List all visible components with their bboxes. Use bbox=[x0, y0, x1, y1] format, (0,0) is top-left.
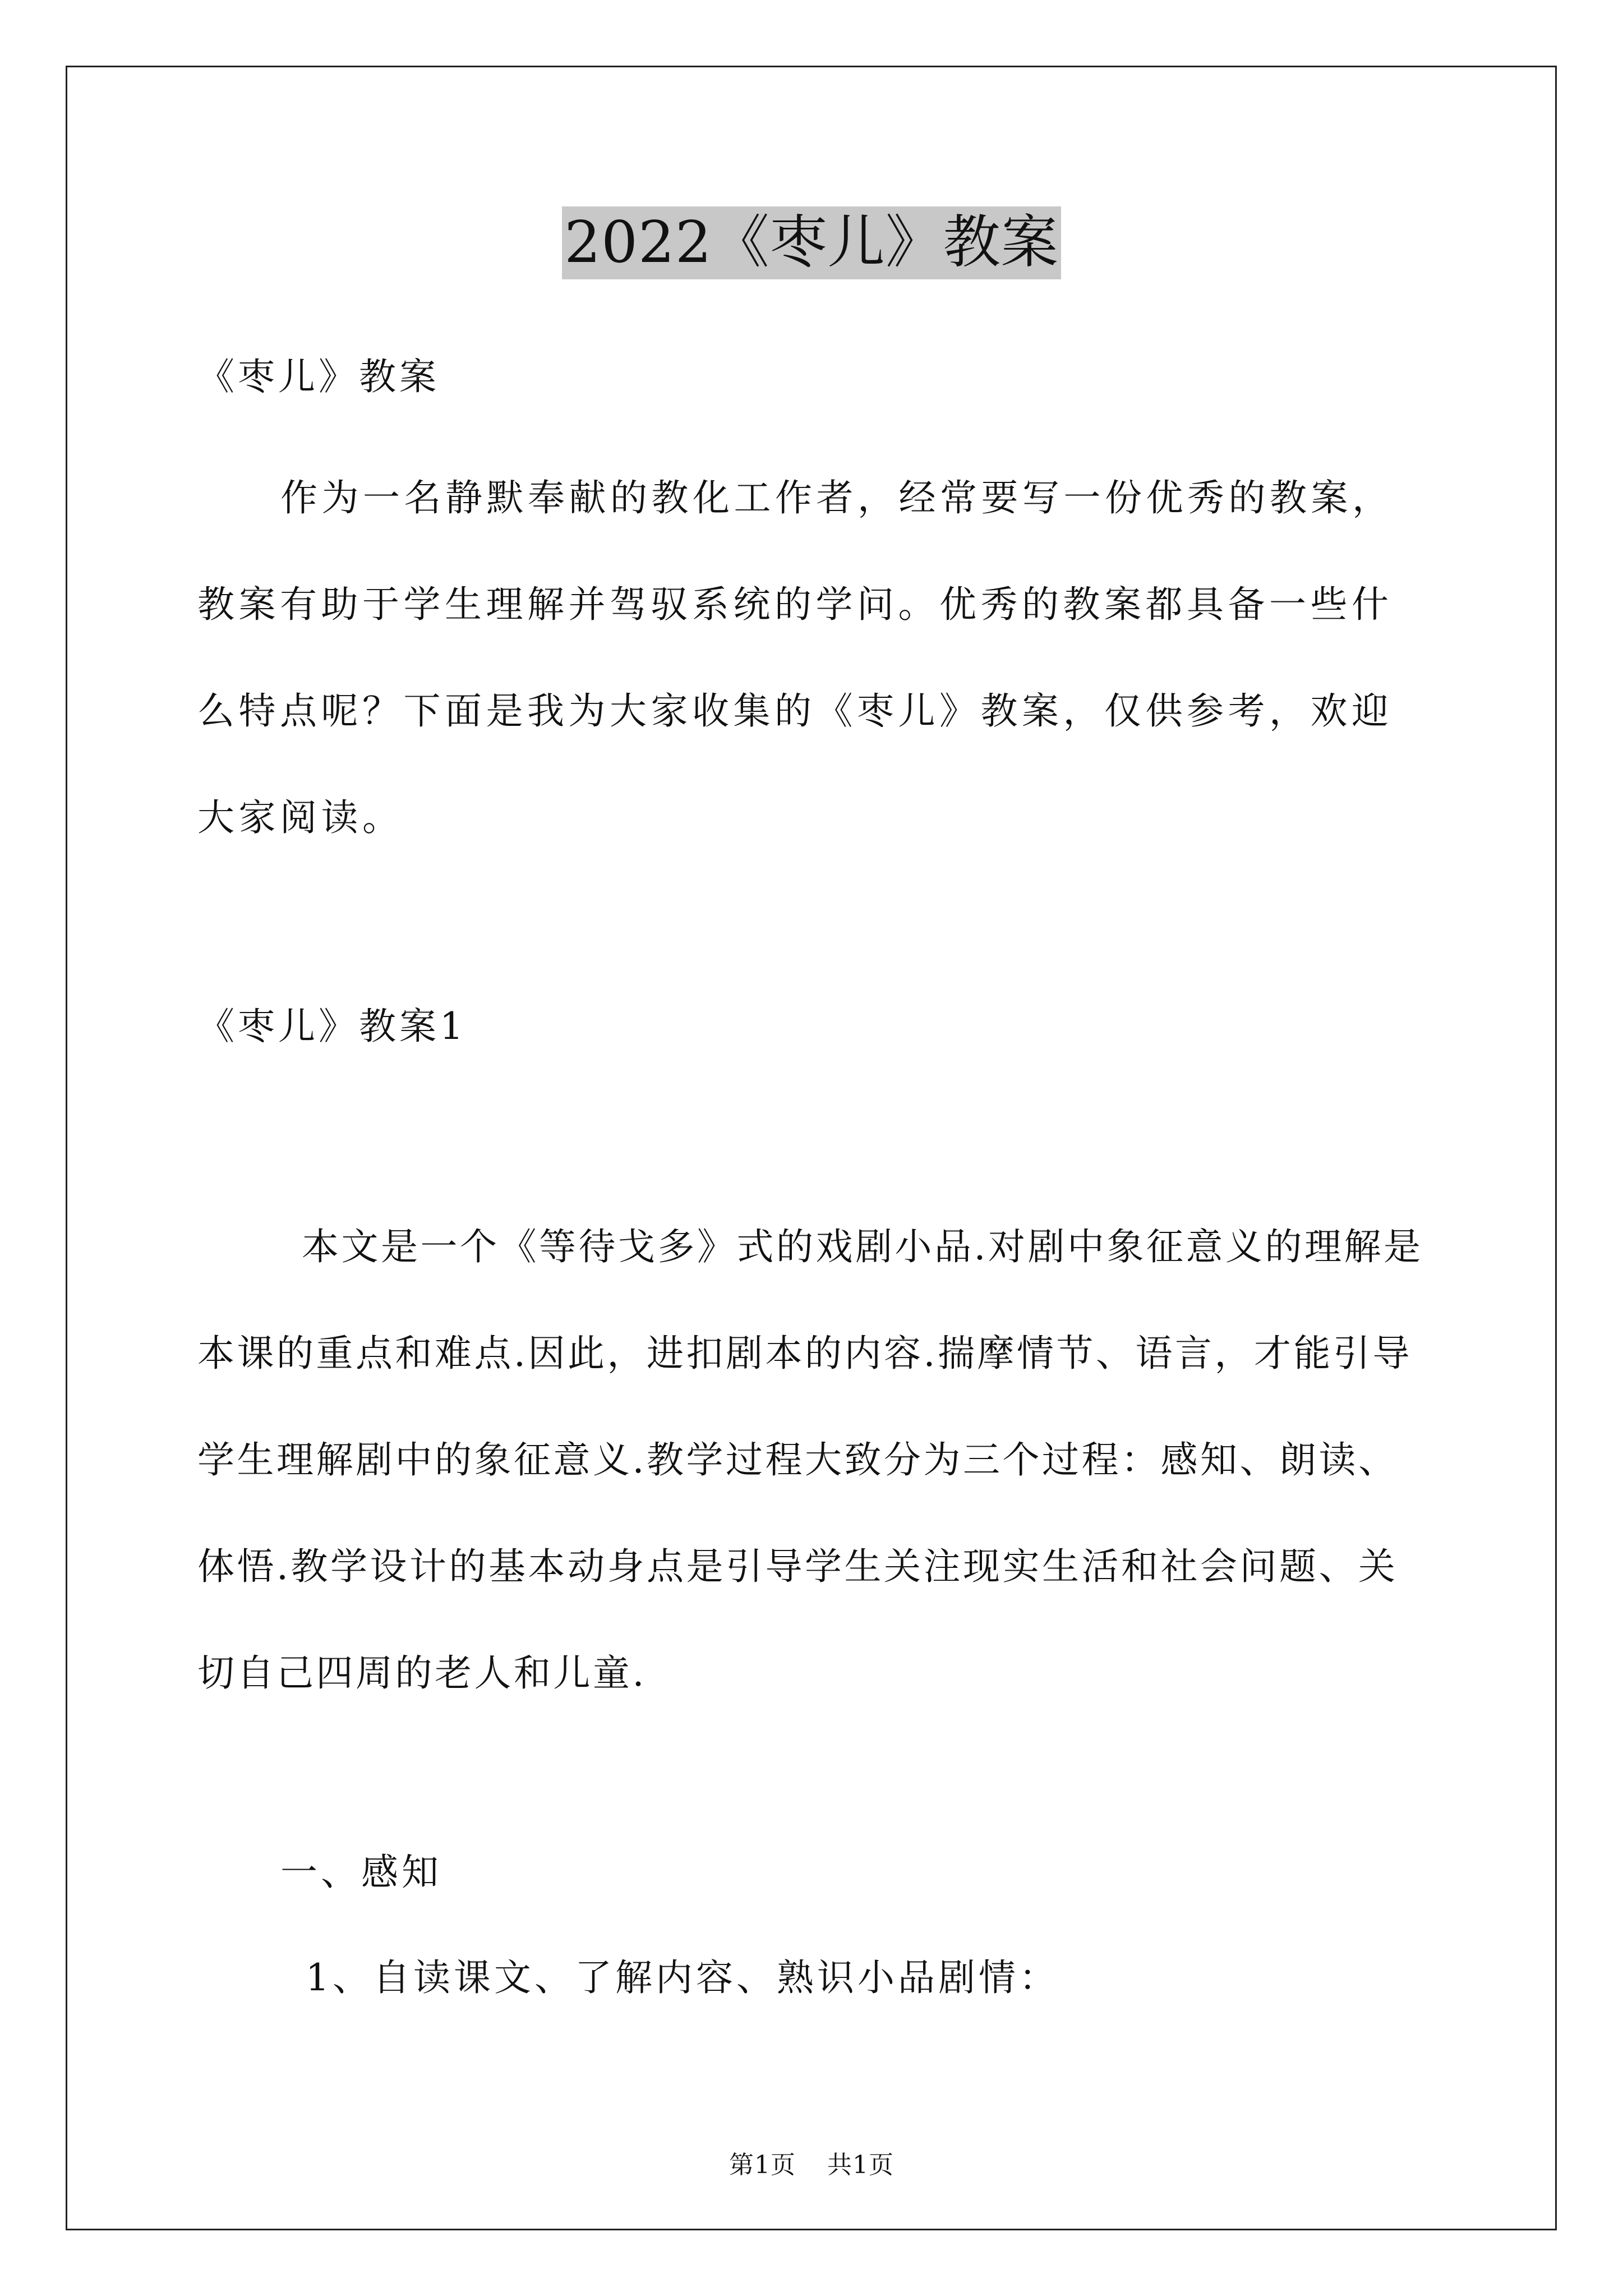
page-footer bbox=[0, 2148, 1623, 2182]
list-item: 1、自读课文、了解内容、熟识小品剧情： bbox=[306, 1956, 1059, 1999]
title-container bbox=[0, 206, 1623, 279]
document-title: 2022《枣儿》教案 bbox=[562, 206, 1061, 279]
section-title: 《枣儿》教案1 bbox=[197, 1005, 467, 1048]
page-number-current: 第1页 bbox=[729, 2151, 796, 2179]
page-number-total: 共1页 bbox=[827, 2151, 894, 2179]
document-subtitle: 《枣儿》教案 bbox=[197, 355, 440, 398]
intro-paragraph: 作为一名静默奉献的教化工作者，经常要写一份优秀的教案，教案有助于学生理解并驾驭系统的学问。优秀的教案都具备一些什么特点呢？下面是我为大家收集的《枣儿》教案，仅供参考，欢迎大家阅读。 bbox=[197, 476, 1394, 839]
body-paragraph: 本文是一个《等待戈多》式的戏剧小品.对剧中象征意义的理解是本课的重点和难点.因此，进扣剧本的内容.揣摩情节、语言，才能引导学生理解剧中的象征意义.教学过程大致分为三个过程：感知、朗读、体悟.教学设计的基本动身点是引导学生关注现实生活和社会问题、关切自己四周的老人和儿童. bbox=[197, 1225, 1423, 1695]
heading-perception: 一、感知 bbox=[280, 1851, 442, 1894]
